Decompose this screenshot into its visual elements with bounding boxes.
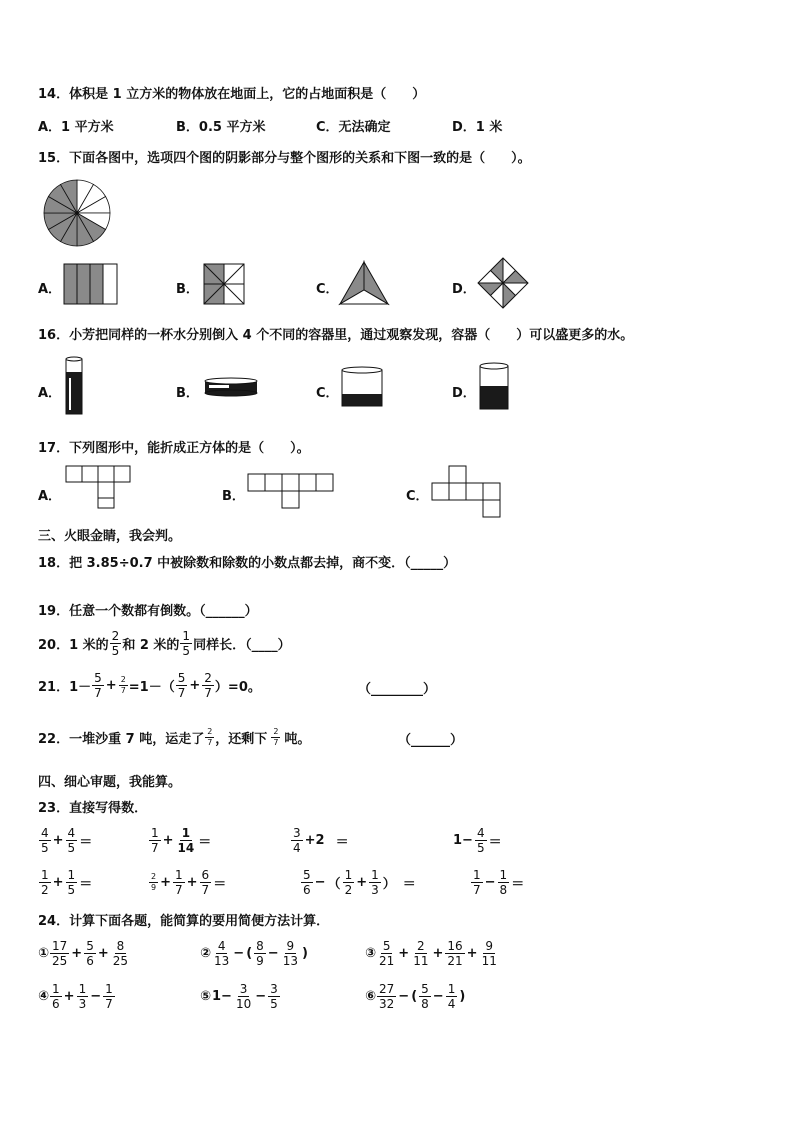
numerator: 2: [273, 726, 279, 736]
denominator: 21: [379, 953, 395, 968]
denominator: 5: [67, 840, 76, 855]
circled-number-3: ③: [365, 945, 377, 961]
circled-number-5: ⑤: [200, 988, 212, 1004]
fraction-5-21: [377, 940, 396, 967]
denominator: 8: [421, 996, 429, 1011]
denominator: 9: [151, 882, 157, 892]
numerator: 2: [111, 628, 120, 643]
q17-label-c[interactable]: C．: [406, 489, 429, 504]
circled-number-2: ②: [200, 945, 212, 961]
numerator: 1: [181, 825, 191, 840]
fraction-9-13: [281, 940, 300, 967]
denominator: 5: [41, 840, 49, 855]
denominator: 13: [214, 953, 230, 968]
fraction-3-4: [291, 827, 303, 854]
q23-item-3: [290, 822, 350, 858]
denominator: 6: [52, 996, 60, 1011]
numerator: 2: [417, 938, 425, 953]
denominator: 32: [379, 996, 395, 1011]
plus-sign: +: [52, 874, 64, 890]
numerator: 1: [182, 628, 191, 643]
circled-number-6: ⑥: [365, 988, 377, 1004]
denominator: 9: [256, 953, 264, 968]
numerator: 8: [256, 938, 264, 953]
denominator: 6: [86, 953, 94, 968]
plus-sign: +: [162, 832, 174, 848]
fraction-4-5: [475, 827, 487, 854]
numerator: 5: [303, 867, 311, 882]
right-paren: ): [301, 945, 308, 961]
numerator: 3: [270, 981, 278, 996]
q23-stem: 23．直接写得数．: [38, 801, 148, 816]
fraction-1-2: [343, 869, 355, 896]
denominator: 13: [282, 953, 298, 968]
q22-fraction-2-7-b: [271, 728, 280, 747]
denominator: 5: [67, 882, 76, 897]
equals-sign: ＝: [198, 834, 212, 850]
fraction-1-6: [50, 983, 62, 1010]
fraction-1-7: [471, 869, 483, 896]
q16-container-b-flat: [203, 376, 259, 398]
q17-label-a[interactable]: A．: [38, 489, 62, 504]
denominator: 6: [303, 882, 311, 897]
q16-container-c-wide: [340, 366, 384, 410]
q24-item-5: [200, 978, 281, 1014]
numerator: 1: [344, 867, 353, 882]
numerator: 1: [151, 825, 159, 840]
left-paren: （: [327, 876, 341, 892]
q21-suffix: ）=0。: [214, 679, 261, 695]
q15-label-c[interactable]: C．: [316, 282, 339, 297]
equals-sign: ＝: [488, 834, 502, 850]
q23-item-5: [38, 864, 93, 900]
q15-figure-d-rhombus: [478, 258, 530, 310]
denominator: 7: [177, 685, 186, 700]
numerator: 17: [52, 938, 68, 953]
numerator: 9: [286, 938, 295, 953]
numerator: 3: [239, 981, 248, 996]
equals-sign: ＝: [213, 876, 227, 892]
q21-fraction-5-7: [92, 672, 104, 699]
numerator: 4: [476, 825, 485, 840]
numerator: 8: [116, 938, 125, 953]
fraction-1-5: [66, 869, 78, 896]
circled-number-4: ④: [38, 988, 50, 1004]
denominator: 7: [120, 685, 126, 695]
fraction-1-3: [369, 869, 381, 896]
plus-sign: +: [63, 988, 75, 1004]
equals-sign: ＝: [79, 876, 93, 892]
denominator: 3: [371, 882, 379, 897]
q21-fraction-2-7: [119, 676, 128, 695]
denominator: 7: [273, 737, 279, 747]
denominator: 7: [204, 685, 212, 700]
q20-fraction-2-5: [110, 630, 122, 657]
fraction-1-8: [498, 869, 510, 896]
section4-heading: 四、细心审题，我能算。: [38, 775, 182, 790]
q18-text: 18．把 3.85÷0.7 中被除数和除数的小数点都去掉，商不变．（_____）: [38, 556, 457, 571]
fraction-5-6: [84, 940, 96, 967]
q14-option-a[interactable]: A．1 平方米: [38, 120, 114, 135]
q24-item-6: [365, 978, 466, 1014]
plus-sign: +: [186, 874, 198, 890]
q14-stem: 14．体积是 1 立方米的物体放在地面上，它的占地面积是（ ）: [38, 87, 426, 102]
q24-item-4: [38, 978, 116, 1014]
numerator: 2: [151, 871, 157, 881]
minus-sign: −: [233, 945, 245, 961]
q15-label-a[interactable]: A．: [38, 282, 62, 297]
minus-sign: −: [255, 988, 267, 1004]
q23-item-7: [300, 864, 417, 900]
q22-answer-blank[interactable]: （______）: [398, 733, 464, 748]
q15-figure-c-triangle: [340, 262, 390, 306]
denominator: 3: [78, 996, 87, 1011]
minus-sign: −: [484, 874, 496, 890]
fraction-1-4: [446, 983, 458, 1010]
denominator: 14: [177, 840, 195, 855]
q22-fraction-2-7: [205, 728, 214, 747]
q21-answer-blank[interactable]: （________）: [358, 682, 437, 697]
q16-label-b[interactable]: B．: [176, 386, 199, 401]
denominator: 25: [112, 953, 129, 968]
q24-item-1: [38, 935, 131, 971]
fraction-5-8: [419, 983, 431, 1010]
fraction-4-5: [66, 827, 78, 854]
denominator: 10: [235, 996, 252, 1011]
plus-sign: +: [432, 945, 444, 961]
fraction-17-25: [50, 940, 69, 967]
q23-item-4: [452, 822, 503, 858]
left-paren: (: [411, 988, 418, 1004]
numerator: 1: [41, 867, 49, 882]
minus-sign: −: [90, 988, 102, 1004]
fraction-2-9: [149, 873, 158, 892]
denominator: 4: [447, 996, 456, 1011]
denominator: 7: [473, 882, 481, 897]
q22-prefix: 22．一堆沙重 7 吨，运走了: [38, 731, 205, 747]
q20-fraction-1-5: [180, 630, 192, 657]
q14-option-d[interactable]: D．1 米: [452, 120, 503, 135]
equals-sign: ＝: [79, 834, 93, 850]
numerator: 1: [67, 867, 76, 882]
fraction-27-32: [377, 983, 396, 1010]
denominator: 7: [207, 737, 213, 747]
denominator: 5: [270, 996, 278, 1011]
denominator: 2: [344, 882, 353, 897]
q15-figure-a-rectangle: [64, 264, 119, 306]
numerator: 16: [447, 938, 463, 953]
q17-label-b[interactable]: B．: [222, 489, 245, 504]
minus-sign: −: [314, 874, 326, 890]
section3-heading: 三、火眼金睛，我会判。: [38, 529, 182, 544]
fraction-8-25: [111, 940, 130, 967]
q16-label-c[interactable]: C．: [316, 386, 339, 401]
denominator: 2: [41, 882, 49, 897]
fraction-1-14: [176, 827, 197, 854]
q20-row: [38, 626, 291, 660]
denominator: 7: [201, 882, 210, 897]
q21-row: [38, 668, 261, 702]
fraction-3-10: [234, 983, 253, 1010]
fraction-6-7: [200, 869, 212, 896]
q23-item-1: [38, 822, 93, 858]
fraction-1-7: [149, 827, 161, 854]
denominator: 5: [182, 643, 191, 658]
q15-reference-circle: [42, 178, 112, 248]
fraction-1-2: [39, 869, 51, 896]
plus-sign: +: [356, 874, 368, 890]
q19-text: 19．任意一个数都有倒数。（______）: [38, 604, 258, 619]
fraction-1-7: [103, 983, 115, 1010]
numerator: 2: [207, 726, 213, 736]
numerator: 5: [94, 670, 102, 685]
denominator: 11: [481, 953, 497, 968]
plus-sign: +: [52, 832, 64, 848]
fraction-9-11: [480, 940, 499, 967]
numerator: 4: [67, 825, 76, 840]
q22-mid: ，还剩下: [215, 731, 268, 747]
plus-sign: +: [105, 677, 117, 693]
q20-suffix: 同样长．（____）: [193, 637, 291, 653]
denominator: 11: [413, 953, 429, 968]
plus-sign: +: [466, 945, 478, 961]
q20-prefix: 20．1 米的: [38, 637, 109, 653]
q16-container-d-medium: [478, 362, 510, 412]
q16-label-a[interactable]: A．: [38, 386, 62, 401]
denominator: 25: [52, 953, 68, 968]
q15-stem: 15．下面各图中，选项四个图的阴影部分与整个图形的关系和下图一致的是（ ）。: [38, 151, 531, 166]
one-minus: 1−: [453, 832, 473, 848]
numerator: 1: [371, 867, 379, 882]
q17-stem: 17．下列图形中，能折成正方体的是（ ）。: [38, 441, 310, 456]
right-paren: ): [459, 988, 466, 1004]
numerator: 3: [293, 825, 301, 840]
q16-container-a-tall: [64, 356, 86, 418]
fraction-4-13: [212, 940, 231, 967]
numerator: 2: [120, 674, 126, 684]
numerator: 1: [105, 981, 113, 996]
denominator: 7: [151, 840, 159, 855]
numerator: 1: [78, 981, 87, 996]
numerator: 4: [217, 938, 226, 953]
q17-net-b: [248, 474, 338, 510]
numerator: 9: [485, 938, 494, 953]
minus-sign: −: [398, 988, 410, 1004]
q20-mid: 和 2 米的: [122, 637, 180, 653]
equals-sign: ＝: [511, 876, 525, 892]
q17-net-c: [432, 466, 504, 518]
q16-label-d[interactable]: D．: [452, 386, 476, 401]
numerator: 1: [473, 867, 481, 882]
denominator: 7: [175, 882, 183, 897]
denominator: 5: [476, 840, 485, 855]
q22-suffix: 吨。: [284, 731, 311, 747]
minus-sign: −: [267, 945, 279, 961]
denominator: 7: [94, 685, 102, 700]
plus-sign: +: [71, 945, 83, 961]
plus-sign: +: [97, 945, 109, 961]
fraction-1-3: [77, 983, 89, 1010]
numerator: 1: [499, 867, 508, 882]
denominator: 7: [105, 996, 113, 1011]
plus-sign: +: [398, 945, 410, 961]
q23-item-2: [148, 822, 212, 858]
q23-item-8: [470, 864, 525, 900]
q21-prefix: 21．1－: [38, 679, 92, 695]
q15-figure-b-square: [204, 264, 246, 306]
q14-option-b[interactable]: B．0.5 平方米: [176, 120, 266, 135]
one-minus: 1−: [212, 988, 232, 1004]
q21-fraction-5-7-b: [176, 672, 188, 699]
denominator: 21: [447, 953, 463, 968]
numerator: 2: [204, 670, 212, 685]
q24-stem: 24．计算下面各题，能简算的要用简便方法计算．: [38, 914, 330, 929]
numerator: 5: [177, 670, 186, 685]
fraction-5-6: [301, 869, 313, 896]
q21-fraction-2-7-b: [202, 672, 214, 699]
q24-item-3: [365, 935, 500, 971]
plus-two: +2: [304, 832, 325, 848]
denominator: 4: [293, 840, 301, 855]
fraction-3-5: [268, 983, 280, 1010]
q21-eq: =1－（: [128, 679, 175, 695]
fraction-1-7: [173, 869, 185, 896]
numerator: 5: [382, 938, 391, 953]
equals-sign: ＝: [402, 876, 416, 892]
q24-item-2: [200, 935, 309, 971]
plus-sign: +: [189, 677, 201, 693]
q16-stem: 16．小芳把同样的一杯水分别倒入 4 个不同的容器里，通过观察发现，容器（ ）可以盛更多的水。: [38, 328, 634, 343]
q15-label-d[interactable]: D．: [452, 282, 476, 297]
denominator: 8: [499, 882, 508, 897]
circled-number-1: ①: [38, 945, 50, 961]
numerator: 6: [201, 867, 210, 882]
right-paren: ）: [382, 876, 396, 892]
left-paren: (: [246, 945, 253, 961]
fraction-16-21: [445, 940, 464, 967]
plus-sign: +: [160, 874, 171, 890]
fraction-2-11: [411, 940, 430, 967]
fraction-8-9: [254, 940, 266, 967]
minus-sign: −: [432, 988, 444, 1004]
q15-label-b[interactable]: B．: [176, 282, 199, 297]
numerator: 1: [52, 981, 60, 996]
q23-item-6: [148, 864, 227, 900]
numerator: 5: [86, 938, 94, 953]
q17-net-a: [66, 466, 136, 510]
numerator: 27: [379, 981, 395, 996]
equals-sign: ＝: [335, 834, 349, 850]
q22-row: [38, 723, 310, 751]
q14-option-c[interactable]: C．无法确定: [316, 120, 391, 135]
numerator: 1: [447, 981, 456, 996]
fraction-4-5: [39, 827, 51, 854]
numerator: 4: [41, 825, 49, 840]
numerator: 1: [175, 867, 183, 882]
numerator: 5: [421, 981, 429, 996]
denominator: 5: [111, 643, 120, 658]
